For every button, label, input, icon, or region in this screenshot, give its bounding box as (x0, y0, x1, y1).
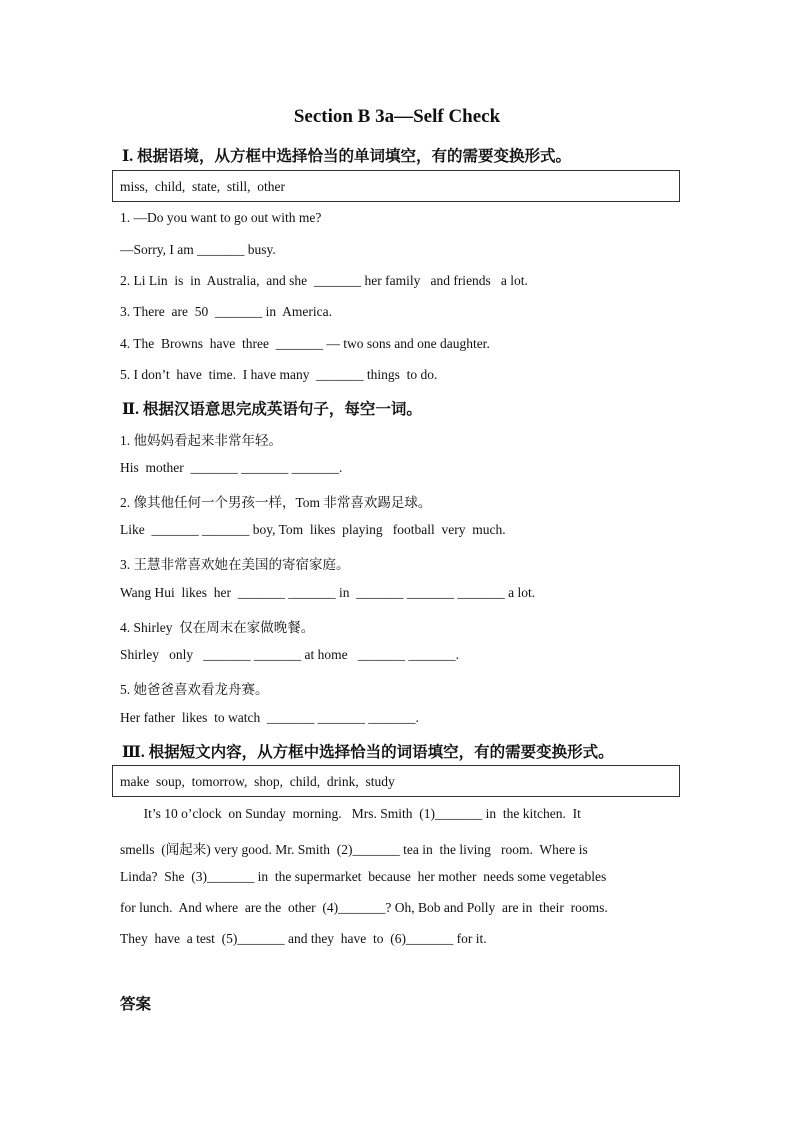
passage-line: for lunch. And where are the other (4)_______? Oh, Bob and Polly are in their rooms. (120, 900, 608, 915)
section-1-word-list: miss, child, state, still, other (120, 179, 285, 194)
section-2-line: 2. 像其他任何一个男孩一样，Tom 非常喜欢踢足球。 (120, 495, 432, 510)
section-2-line: 4. Shirley 仅在周末在家做晚餐。 (120, 620, 315, 635)
section-1-line: 5. I don’t have time. I have many _______ things to do. (120, 367, 438, 382)
section-2-line: Her father likes to watch _______ _______ _______. (120, 710, 419, 725)
section-3-word-list: make soup, tomorrow, shop, child, drink, study (120, 774, 395, 789)
section-1-word-box (112, 170, 680, 202)
section-1-line: —Sorry, I am _______ busy. (120, 242, 276, 257)
section-1-line: 1. —Do you want to go out with me? (120, 210, 322, 225)
passage-line: It’s 10 o’clock on Sunday morning. Mrs. Smith (1)_______ in the kitchen. It (120, 806, 581, 821)
section-2-line: Wang Hui likes her _______ _______ in _______ _______ _______ a lot. (120, 585, 536, 600)
section-2-line: Shirley only _______ _______ at home _______ _______. (120, 647, 459, 662)
section-3-heading: Ⅲ. 根据短文内容，从方框中选择恰当的词语填空，有的需要变换形式。 (122, 744, 614, 761)
section-2-line: 3. 王慧非常喜欢她在美国的寄宿家庭。 (120, 557, 350, 572)
section-2-heading: Ⅱ. 根据汉语意思完成英语句子，每空一词。 (122, 401, 422, 418)
section-3-word-box (112, 765, 680, 797)
passage-line: smells (闻起来) very good. Mr. Smith (2)_______ tea in the living room. Where is (120, 842, 588, 857)
section-1-line: 3. There are 50 _______ in America. (120, 304, 332, 319)
passage-line: They have a test (5)_______ and they have to (6)_______ for it. (120, 931, 487, 946)
section-2-line: His mother _______ _______ _______. (120, 460, 343, 475)
section-1-line: 2. Li Lin is in Australia, and she _______ her family and friends a lot. (120, 273, 528, 288)
section-1-line: 4. The Browns have three _______ — two sons and one daughter. (120, 336, 490, 351)
page-title: Section B 3a—Self Check (293, 106, 501, 127)
section-2-line: Like _______ _______ boy, Tom likes playing football very much. (120, 522, 506, 537)
section-2-line: 1. 他妈妈看起来非常年轻。 (120, 433, 282, 448)
answer-heading: 答案 (120, 996, 152, 1013)
passage-line: Linda? She (3)_______ in the supermarket because her mother needs some vegetables (120, 869, 607, 884)
section-2-line: 5. 她爸爸喜欢看龙舟赛。 (120, 682, 269, 697)
section-1-heading: Ⅰ. 根据语境，从方框中选择恰当的单词填空，有的需要变换形式。 (122, 148, 572, 165)
